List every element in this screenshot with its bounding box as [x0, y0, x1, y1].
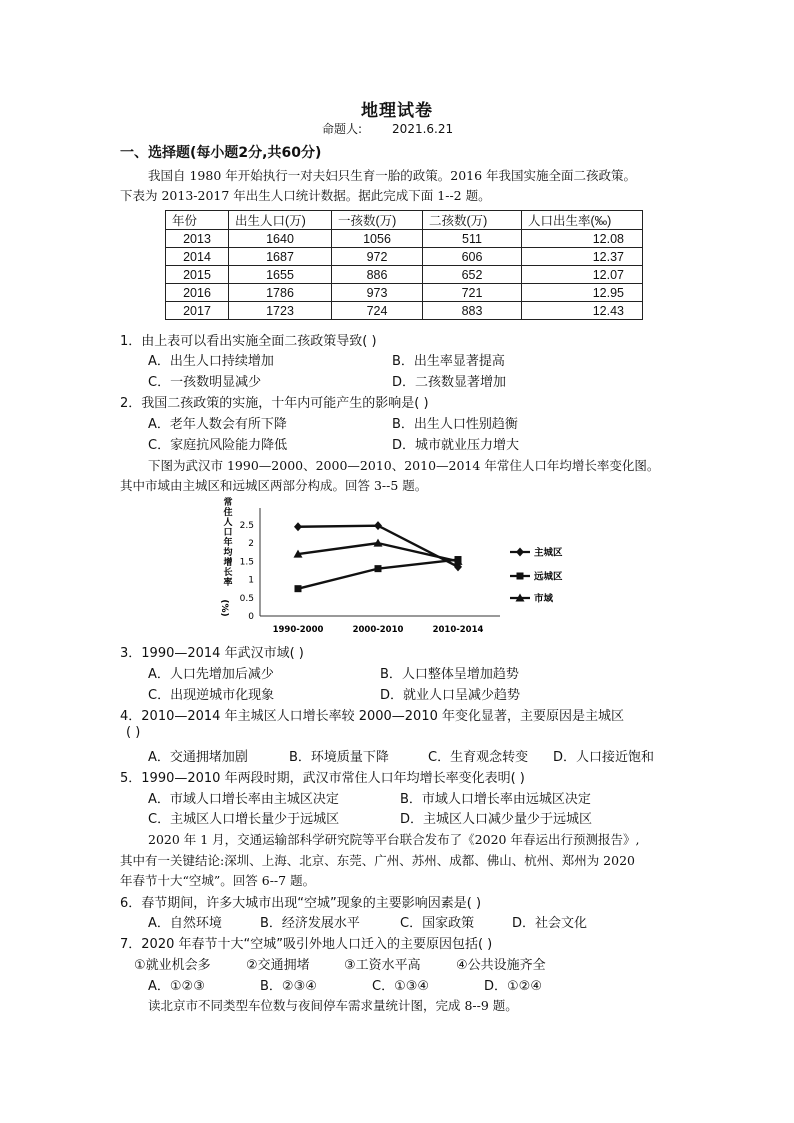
- table-cell: 1056: [332, 230, 423, 248]
- table-cell: 2014: [166, 248, 229, 266]
- data-point-diamond: [516, 548, 524, 557]
- intro3-line2: 其中有一关键结论:深圳、上海、北京、东莞、广州、苏州、成都、佛山、杭州、郑州为 2020: [120, 853, 635, 868]
- table-cell: 886: [332, 266, 423, 284]
- question-6-option-d[interactable]: D．社会文化: [512, 916, 588, 931]
- population-growth-chart: [218, 496, 590, 638]
- question-7-stem: 7．2020 年春节十大“空城”吸引外地人口迁入的主要原因包括( ): [120, 937, 493, 952]
- question-7-item-1: ①就业机会多: [134, 958, 211, 973]
- intro4-line1: 读北京市不同类型车位数与夜间停车需求量统计图，完成 8--9 题。: [148, 998, 518, 1013]
- y-tick-label: 0: [248, 612, 254, 622]
- table-header-cell: 年份: [166, 211, 229, 230]
- question-2-option-b[interactable]: B．出生人口性别趋衡: [392, 417, 518, 432]
- question-1-option-c[interactable]: C．一孩数明显减少: [148, 375, 262, 390]
- legend-label: 主城区: [534, 547, 563, 559]
- question-3-option-b[interactable]: B．人口整体呈增加趋势: [380, 667, 519, 682]
- y-tick-label: 2: [248, 539, 254, 550]
- series-line: [298, 560, 458, 589]
- table-cell: 973: [332, 284, 423, 302]
- table-cell: 2017: [166, 302, 229, 320]
- data-point-square: [375, 565, 382, 572]
- question-5-stem: 5．1990—2010 年两段时期，武汉市常住人口年均增长率变化表明( ): [120, 771, 525, 786]
- question-1-option-d[interactable]: D．二孩数显著增加: [392, 375, 507, 390]
- data-point-square: [517, 573, 524, 580]
- question-6-option-b[interactable]: B．经济发展水平: [260, 916, 360, 931]
- table-cell: 12.95: [522, 284, 643, 302]
- question-4-option-d[interactable]: D．人口接近饱和: [553, 750, 655, 765]
- question-7-option-b[interactable]: B．②③④: [260, 979, 317, 994]
- question-3-option-d[interactable]: D．就业人口呈减少趋势: [380, 688, 521, 703]
- question-1-stem: 1．由上表可以看出实施全面二孩政策导致( ): [120, 334, 377, 349]
- y-axis-label-char: 人: [223, 518, 233, 528]
- table-cell: 606: [423, 248, 522, 266]
- question-7-option-d[interactable]: D．①②④: [484, 979, 542, 994]
- table-cell: 12.08: [522, 230, 643, 248]
- table-row: [166, 302, 643, 320]
- data-point-diamond: [374, 521, 382, 530]
- y-tick-label: 1.5: [239, 557, 254, 568]
- question-4-option-c[interactable]: C．生育观念转变: [428, 750, 529, 765]
- y-axis-label-char: 增: [223, 558, 233, 568]
- question-5-option-d[interactable]: D．主城区人口减少量少于远城区: [400, 812, 593, 827]
- y-axis-label-char: 口: [223, 528, 233, 538]
- x-tick-labels: [273, 625, 484, 635]
- question-7-option-a[interactable]: A．①②③: [148, 979, 205, 994]
- question-7-item-4: ④公共设施齐全: [456, 958, 546, 973]
- table-cell: 721: [423, 284, 522, 302]
- table-header-row: [166, 211, 643, 230]
- y-tick-label: 0.5: [239, 593, 254, 604]
- question-4-stem: 4．2010—2014 年主城区人口增长率较 2000—2010 年变化显著，主要原因是主城区: [120, 709, 625, 724]
- legend-label: 市域: [534, 593, 554, 605]
- question-3-option-a[interactable]: A．人口先增加后减少: [148, 667, 274, 682]
- table-cell: 883: [423, 302, 522, 320]
- question-5-option-a[interactable]: A．市域人口增长率由主城区决定: [148, 792, 339, 807]
- data-point-square: [295, 585, 302, 592]
- question-2-stem: 2．我国二孩政策的实施，十年内可能产生的影响是( ): [120, 396, 429, 411]
- table-row: [166, 284, 643, 302]
- table-cell: 652: [423, 266, 522, 284]
- question-4-paren: ( ): [126, 725, 141, 740]
- birth-statistics-table: [165, 210, 643, 320]
- x-tick-label: 2000-2010: [352, 625, 404, 635]
- intro1-line2: 下表为 2013-2017 年出生人口统计数据。据此完成下面 1--2 题。: [120, 188, 491, 203]
- legend-item: [510, 571, 563, 583]
- question-1-option-a[interactable]: A．出生人口持续增加: [148, 354, 274, 369]
- question-3-option-c[interactable]: C．出现逆城市化现象: [148, 688, 275, 703]
- table-cell: 12.37: [522, 248, 643, 266]
- chart-legend: [510, 547, 563, 605]
- y-axis-label-char: 住: [223, 508, 233, 518]
- page-title: 地理试卷: [361, 101, 433, 121]
- question-5-option-c[interactable]: C．主城区人口增长量少于远城区: [148, 812, 340, 827]
- table-row: [166, 248, 643, 266]
- table-row: [166, 230, 643, 248]
- x-tick-label: 2010-2014: [432, 625, 484, 635]
- table-cell: 2015: [166, 266, 229, 284]
- legend-item: [510, 593, 554, 605]
- table-cell: 1723: [229, 302, 332, 320]
- legend-item: [510, 547, 563, 559]
- series-square: [295, 556, 462, 592]
- table-cell: 12.07: [522, 266, 643, 284]
- author-label: 命题人:: [322, 122, 363, 136]
- question-7-item-3: ③工资水平高: [344, 958, 421, 973]
- question-7-item-2: ②交通拥堵: [246, 958, 310, 973]
- table-cell: 2016: [166, 284, 229, 302]
- question-4-option-b[interactable]: B．环境质量下降: [289, 750, 389, 765]
- table-cell: 2013: [166, 230, 229, 248]
- table-header-cell: 人口出生率(‰): [522, 211, 643, 230]
- y-axis-label-unit: (%): [219, 599, 229, 617]
- table-header-cell: 出生人口(万): [229, 211, 332, 230]
- table-cell: 12.43: [522, 302, 643, 320]
- chart-series: [294, 521, 463, 592]
- intro2-line1: 下图为武汉市 1990—2000、2000—2010、2010—2014 年常住人口年均增长率变化图。: [148, 458, 660, 473]
- table-header-cell: 一孩数(万): [332, 211, 423, 230]
- section-title: 一、选择题(每小题2分,共60分): [120, 145, 322, 161]
- y-axis-label-char: 长: [223, 568, 233, 578]
- table-cell: 724: [332, 302, 423, 320]
- question-4-option-a[interactable]: A．交通拥堵加剧: [148, 750, 248, 765]
- table-cell: 1786: [229, 284, 332, 302]
- y-axis-label-char: 率: [223, 578, 233, 588]
- x-tick-label: 1990-2000: [272, 625, 324, 635]
- question-2-option-d[interactable]: D．城市就业压力增大: [392, 438, 520, 453]
- y-tick-label: 2.5: [239, 520, 254, 531]
- table-cell: 1655: [229, 266, 332, 284]
- y-axis-label-char: 均: [223, 548, 233, 558]
- data-point-diamond: [294, 522, 302, 531]
- question-1-option-b[interactable]: B．出生率显著提高: [392, 354, 505, 369]
- y-axis-label-char: 年: [223, 538, 233, 548]
- exam-date: 2021.6.21: [392, 122, 454, 136]
- table-cell: 511: [423, 230, 522, 248]
- question-6-option-c[interactable]: C．国家政策: [400, 916, 475, 931]
- intro3-line1: 2020 年 1 月，交通运输部科学研究院等平台联合发布了《2020 年春运出行预测报告》,: [148, 832, 640, 847]
- question-2-option-a[interactable]: A．老年人数会有所下降: [148, 417, 287, 432]
- table-cell: 1640: [229, 230, 332, 248]
- intro2-line2: 其中市域由主城区和远城区两部分构成。回答 3--5 题。: [120, 478, 428, 493]
- legend-label: 远城区: [534, 571, 563, 583]
- intro3-line3: 年春节十大“空城”。回答 6--7 题。: [120, 873, 316, 888]
- intro1-line1: 我国自 1980 年开始执行一对夫妇只生育一胎的政策。2016 年我国实施全面二孩政策。: [148, 168, 637, 183]
- question-2-option-c[interactable]: C．家庭抗风险能力降低: [148, 438, 288, 453]
- question-6-stem: 6．春节期间，许多大城市出现“空城”现象的主要影响因素是( ): [120, 896, 482, 911]
- table-header-cell: 二孩数(万): [423, 211, 522, 230]
- author-line: [322, 120, 453, 137]
- question-6-option-a[interactable]: A．自然环境: [148, 916, 222, 931]
- question-7-option-c[interactable]: C．①③④: [372, 979, 430, 994]
- y-axis-label-char: 常: [223, 498, 233, 508]
- table-cell: 972: [332, 248, 423, 266]
- table-row: [166, 266, 643, 284]
- y-axis-label: [219, 496, 233, 617]
- question-3-stem: 3．1990—2014 年武汉市域( ): [120, 646, 304, 661]
- y-tick-label: 1: [248, 575, 254, 586]
- question-5-option-b[interactable]: B．市域人口增长率由远城区决定: [400, 792, 591, 807]
- table-cell: 1687: [229, 248, 332, 266]
- y-tick-labels: [240, 521, 255, 622]
